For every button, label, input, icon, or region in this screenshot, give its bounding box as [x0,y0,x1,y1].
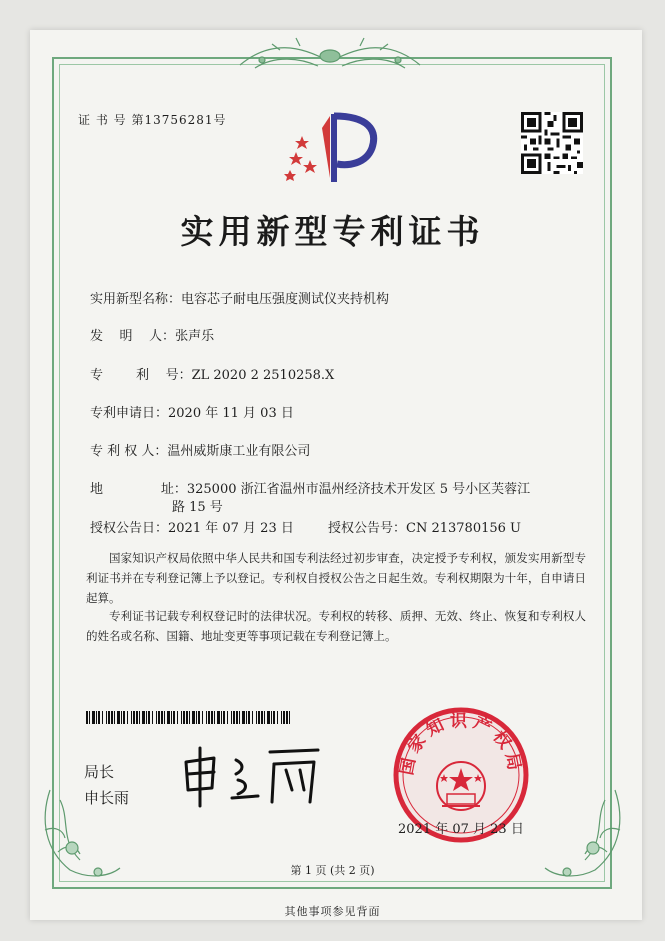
field-patent-number-value: ZL 2020 2 2510258.X [191,368,335,383]
field-grant-date [90,517,294,536]
handwritten-signature-icon [178,740,328,810]
field-address-line2 [172,496,223,515]
field-patentee-label: 专 利 权 人： [90,444,168,459]
field-name-label: 实用新型名称： [90,292,182,307]
field-address [90,478,530,497]
field-patentee-value: 温州威斯康工业有限公司 [167,444,311,459]
field-patentee [90,440,310,459]
barcode-icon [86,711,293,724]
cnipa-logo-icon [282,108,382,188]
footer-note: 其他事项参见背面 [284,905,381,918]
field-grant-number [328,517,521,536]
field-inventor-label: 发 明 人： [90,329,176,344]
field-inventor-value: 张声乐 [175,329,215,344]
top-ornament [240,38,420,68]
field-address-value-line1: 325000 浙江省温州市温州经济技术开发区 5 号小区芙蓉江 [186,482,531,497]
field-patent-number [90,364,334,383]
svg-text:国家知识产权局: 国家知识产权局 [397,711,525,777]
certificate-number: 证 书 号 第13756281号 [78,113,227,127]
certificate-title: 实用新型专利证书 [180,212,485,251]
signature-title: 局长 [84,763,115,781]
field-filing-date-value: 2020 年 11 月 03 日 [168,406,294,421]
field-filing-date-label: 专利申请日： [90,406,169,421]
field-name-value: 电容芯子耐电压强度测试仪夹持机构 [181,292,390,307]
qr-code-icon [521,112,583,174]
field-grant-number-value: CN 213780156 U [406,521,521,536]
body-paragraph-2: 专利证书记载专利权登记时的法律状况。专利权的转移、质押、无效、终止、恢复和专利权人的姓名或名称、国籍、地址变更等事项记载在专利登记簿上。 [86,609,586,643]
field-grant-date-value: 2021 年 07 月 23 日 [168,521,294,536]
field-grant-number-label: 授权公告号： [328,521,407,536]
field-patent-number-label: 专 利 号： [90,368,192,383]
body-paragraph-1: 国家知识产权局依照中华人民共和国专利法经过初步审查，决定授予专利权，颁发实用新型专利证书并在专利登记簿上予以登记。专利权自授权公告之日起生效。专利权期限为十年，自申请日起算。 [86,551,586,605]
page-indicator: 第 1 页 (共 2 页) [290,864,375,877]
field-filing-date [90,402,294,421]
field-grant-date-label: 授权公告日： [90,521,169,536]
field-address-value-line2: 路 15 号 [172,500,223,515]
signature-name: 申长雨 [84,789,130,807]
field-name [90,288,389,307]
field-inventor [90,325,214,344]
field-address-label: 地 址： [90,482,187,497]
seal-date: 2021 年 07 月 23 日 [398,822,524,837]
